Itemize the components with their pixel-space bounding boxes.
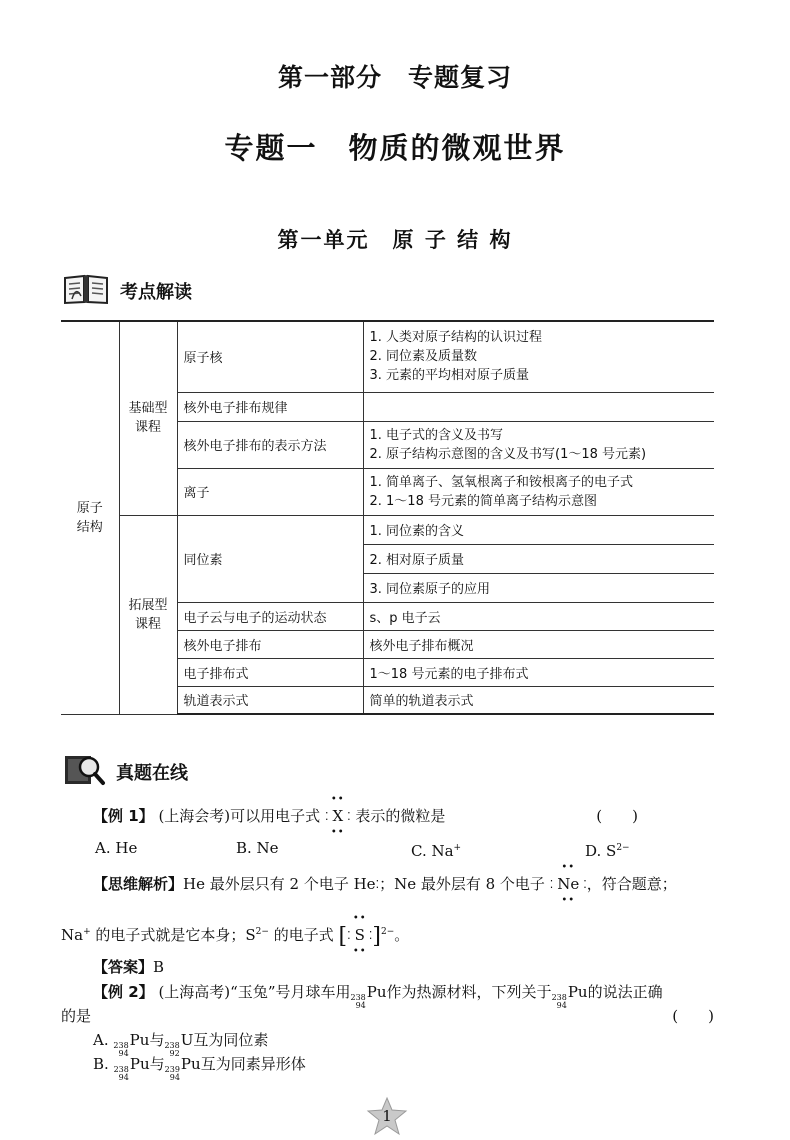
content-item: 2. 同位素及质量数 [369, 349, 478, 365]
content-cell: s、p 电子云 [363, 602, 714, 630]
content-cell [363, 321, 714, 392]
element-symbol: Pu [129, 1031, 150, 1049]
element-symbol: Pu [567, 983, 588, 1001]
content-cell: 1～18 号元素的电子排布式 [363, 658, 714, 686]
topic-cell: 轨道表示式 [177, 686, 363, 714]
example-2-question-line2 [61, 1001, 714, 1028]
analysis-text: 。 [394, 926, 410, 944]
content-cell: 3. 同位素原子的应用 [363, 573, 714, 602]
analysis-tag: 【思维解析】 [93, 875, 184, 893]
option-c-label: C. Na [411, 842, 454, 860]
nuclide-pu238 [114, 1066, 129, 1082]
answer-value: B [153, 958, 165, 976]
section-label: 考点解读 [120, 282, 192, 303]
part-title: 第一部分 专题复习 [277, 63, 512, 92]
mass-number: 238 [350, 993, 366, 1002]
formula-symbol: S [354, 926, 365, 944]
group-cell [119, 321, 177, 515]
question-text: 的说法正确 [587, 983, 663, 1001]
mass-number: 238 [551, 993, 567, 1002]
open-book-icon [62, 272, 110, 310]
option-d-sup: 2− [616, 843, 630, 853]
option-text: 与 [149, 1031, 165, 1049]
example-1-analysis [93, 862, 718, 906]
mass-number: 238 [164, 1041, 180, 1050]
nuclide-pu239 [165, 1066, 180, 1082]
content-cell: 核外电子排布概况 [363, 630, 714, 658]
element-symbol: Pu [129, 1055, 150, 1073]
group-label: 拓展型课程 [128, 597, 168, 632]
option-b: B. Ne [236, 839, 279, 857]
topic-title: 专题一 物质的微观世界 [224, 131, 566, 165]
example-1-analysis-line2 [61, 913, 711, 957]
answer-tag: 【答案】 [93, 958, 154, 976]
content-cell [363, 468, 714, 515]
element-symbol: Pu [180, 1055, 201, 1073]
electron-dots: ⁚ [583, 878, 587, 891]
category-label: 原子结构 [76, 500, 103, 535]
section-label: 真题在线 [116, 763, 188, 784]
content-item: 2. 原子结构示意图的含义及书写(1～18 号元素) [369, 446, 647, 462]
answer-paren: ( ) [672, 1007, 714, 1025]
electron-formula-s: •• S •• [352, 913, 367, 957]
electron-dots: ⁚ [347, 929, 351, 942]
electron-dots: ⁚ [368, 929, 373, 942]
atomic-number: 94 [169, 1073, 180, 1082]
atomic-number: 94 [355, 1001, 366, 1010]
content-cell: 2. 相对原子质量 [363, 544, 714, 573]
electron-dots: ⁚ [324, 810, 329, 823]
analysis-text: Na [61, 926, 84, 944]
charge-sup: 2− [380, 927, 395, 937]
atomic-number: 94 [556, 1001, 567, 1010]
category-cell [61, 321, 119, 714]
example-1-question [93, 794, 714, 838]
option-c-sup: + [453, 843, 462, 853]
unit-title: 第一单元 原 子 结 构 [277, 227, 513, 252]
atomic-number: 94 [118, 1073, 129, 1082]
analysis-text: ，符合题意； [586, 875, 677, 893]
analysis-text: 的电子式就是它本身；S [90, 926, 256, 944]
example-1-options [93, 836, 714, 860]
content-cell [363, 421, 714, 468]
option-c [411, 836, 461, 863]
bracket-right: ] [372, 924, 381, 949]
element-symbol: Pu [366, 983, 387, 1001]
analysis-text: He 最外层只有 2 个电子 He [183, 875, 376, 893]
section-header-zhenti [62, 752, 188, 792]
example-1-answer [93, 955, 164, 979]
topic-cell: 离子 [177, 468, 363, 515]
example-tag: 【例 1】 [93, 807, 154, 825]
question-text: 表示的微粒是 [355, 807, 446, 825]
topic-cell: 电子云与电子的运动状态 [177, 602, 363, 630]
electron-dots: ⁚ [549, 878, 554, 891]
topic-cell: 同位素 [177, 515, 363, 602]
bracket-left: [ [338, 924, 348, 949]
mass-number: 238 [113, 1041, 129, 1050]
page-number: 1 [382, 1107, 392, 1125]
mass-number: 239 [164, 1065, 180, 1074]
option-label: B. [93, 1055, 109, 1073]
charge-sup: 2− [255, 927, 269, 937]
electron-dots: ⁚ [375, 878, 380, 891]
option-text: 互为同位素 [193, 1031, 269, 1049]
example-2-option-b [93, 1049, 306, 1082]
knowledge-table [61, 320, 714, 715]
option-text: 互为同素异形体 [200, 1055, 306, 1073]
option-d [585, 836, 630, 863]
question-text: 的是 [61, 1007, 92, 1025]
formula-symbol: Ne [557, 875, 580, 893]
magnifier-book-icon [62, 752, 106, 792]
topic-cell: 电子排布式 [177, 658, 363, 686]
analysis-text: ；Ne 最外层有 8 个电子 [379, 875, 545, 893]
electron-dots: ⁚ [347, 810, 351, 823]
topic-cell: 核外电子排布规律 [177, 392, 363, 421]
page-number-badge [365, 1096, 409, 1136]
group-label: 基础型课程 [128, 401, 168, 436]
content-item: 1. 人类对原子结构的认识过程 [369, 330, 543, 346]
analysis-text: 的电子式 [268, 926, 334, 944]
content-cell [363, 392, 714, 421]
element-symbol: U [180, 1031, 194, 1049]
option-a: A. He [95, 839, 138, 857]
content-item: 1. 电子式的含义及书写 [369, 427, 504, 443]
question-text: 作为热源材料，下列关于 [386, 983, 552, 1001]
option-text: 与 [149, 1055, 165, 1073]
content-cell: 简单的轨道表示式 [363, 686, 714, 714]
answer-paren: ( ) [596, 807, 638, 825]
example-tag: 【例 2】 [93, 983, 154, 1001]
content-cell: 1. 同位素的含义 [363, 515, 714, 544]
topic-cell: 核外电子排布 [177, 630, 363, 658]
formula-symbol: X [332, 807, 344, 825]
content-item: 1. 简单离子、氢氧根离子和铵根离子的电子式 [369, 474, 634, 490]
charge-sup: + [83, 927, 91, 937]
option-label: A. [93, 1031, 109, 1049]
topic-cell: 原子核 [177, 321, 363, 392]
electron-formula-x: •• X •• [330, 794, 345, 838]
atomic-number: 92 [169, 1049, 180, 1058]
mass-number: 238 [113, 1065, 129, 1074]
electron-formula-ne: •• Ne •• [557, 862, 580, 906]
topic-cell: 核外电子排布的表示方法 [177, 421, 363, 468]
option-d-label: D. S [585, 842, 617, 860]
section-header-kaodian [62, 272, 192, 310]
atomic-number: 94 [118, 1049, 129, 1058]
group-cell [119, 515, 177, 714]
content-item: 2. 1～18 号元素的简单离子结构示意图 [369, 493, 597, 509]
question-text: (上海会考)可以用电子式 [158, 807, 321, 825]
question-text: (上海高考)“玉兔”号月球车用 [158, 983, 351, 1001]
content-item: 3. 元素的平均相对原子质量 [369, 368, 530, 384]
